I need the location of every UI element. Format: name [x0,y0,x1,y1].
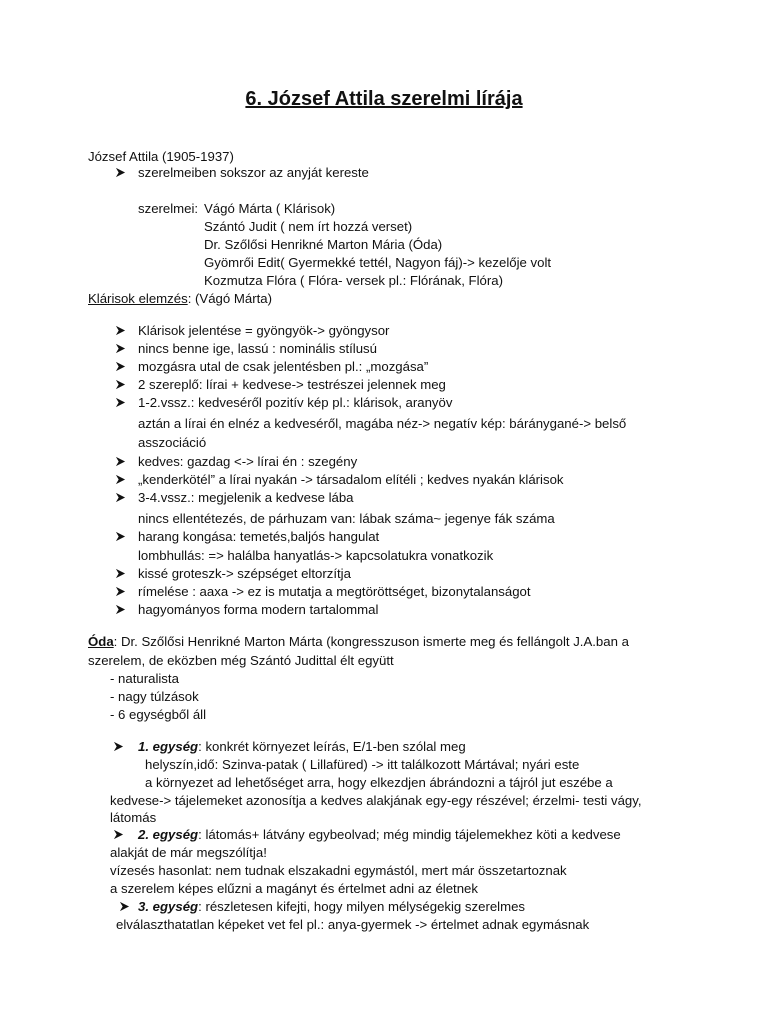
love-item: Vágó Márta ( Klárisok) [204,201,336,216]
arrow-bullet-icon [115,474,126,485]
paragraph-text: a környezet ad lehetőséget arra, hogy elkezdjen ábrándozni a tájról jut eszébe a [145,775,613,790]
page-title: 6. József Attila szerelmi lírája [245,88,523,110]
dash-item: - 6 egységből áll [110,707,207,722]
bullet-text: mozgásra utal de csak jelentésben pl.: „mozgása” [138,359,429,374]
unit-line [138,898,525,915]
arrow-bullet-icon [115,568,126,579]
bullet-text: rímelése : aaxa -> ez is mutatja a megtöröttséget, bizonytalanságot [138,584,531,599]
arrow-bullet-icon [115,531,126,542]
paragraph-text: alakját de már megszólítja! [110,845,267,860]
unit-line [138,738,466,755]
bullet-text: kedves: gazdag <-> lírai én : szegény [138,454,358,469]
section-heading-oda [88,633,629,650]
arrow-bullet-icon [119,901,130,912]
dash-item: - nagy túlzások [110,689,199,704]
paragraph-text: vízesés hasonlat: nem tudnak elszakadni egymástól, mert már összetartoznak [110,863,567,878]
bullet-text: nincs benne ige, lassú : nominális stílusú [138,341,377,356]
unit-label: 3. egység [138,899,199,914]
arrow-bullet-icon [115,586,126,597]
bullet-text: harang kongása: temetés,baljós hangulat [138,529,380,544]
arrow-bullet-icon [115,397,126,408]
bullet-text: Klárisok jelentése = gyöngyök-> gyöngysor [138,323,390,338]
bullet-text: 3-4.vssz.: megjelenik a kedvese lába [138,490,354,505]
arrow-bullet-icon [115,325,126,336]
dash-item: - naturalista [110,671,179,686]
arrow-bullet-icon [115,379,126,390]
paragraph-text: helyszín,idő: Szinva-patak ( Lillafüred) -> itt találkozott Mártával; nyári este [145,757,580,772]
section-heading-klarisok [88,290,272,307]
unit-label: 2. egység [138,827,199,842]
unit-label: 1. egység [138,739,199,754]
paragraph-text: nincs ellentétezés, de párhuzam van: lábak száma~ jegenye fák száma [138,511,555,526]
paragraph-text: kedvese-> tájelemeket azonosítja a kedves alakjának egy-egy részével; érzelmi- testi vágy, [110,793,642,808]
heading-label: Óda [88,634,114,649]
unit-text: : látomás+ látvány egybeolvad; még mindig tájelemekhez köti a kedvese [198,827,621,842]
arrow-bullet-icon [115,604,126,615]
loves-label: szerelmei: [138,201,199,216]
paragraph-text: elválaszthatatlan képeket vet fel pl.: anya-gyermek -> értelmet adnak egymásnak [116,917,590,932]
heading-rest: : (Vágó Márta) [187,291,272,306]
paragraph-text: szerelem, de eközben még Szántó Judittal élt együtt [88,653,394,668]
heading-label: Klárisok elemzés [88,291,188,306]
love-item: Szántó Judit ( nem írt hozzá verset) [204,219,413,234]
love-item: Dr. Szőlősi Henrikné Marton Mária (Óda) [204,237,443,252]
intro-header: József Attila (1905-1937) [88,149,234,164]
bullet-text: 1-2.vssz.: kedveséről pozitív kép pl.: klárisok, aranyöv [138,395,453,410]
arrow-bullet-icon [115,343,126,354]
paragraph-text: aztán a lírai én elnéz a kedveséről, magába néz-> negatív kép: báránygané-> belső [138,416,627,431]
bullet-text: hagyományos forma modern tartalommal [138,602,379,617]
paragraph-text: asszociáció [138,435,207,450]
unit-text: : részletesen kifejti, hogy milyen mélységekig szerelmes [198,899,526,914]
paragraph-text: látomás [110,810,157,825]
bullet-text: 2 szereplő: lírai + kedvese-> testrészei jelennek meg [138,377,446,392]
arrow-bullet-icon [115,456,126,467]
unit-text: : konkrét környezet leírás, E/1-ben szólal meg [198,739,466,754]
paragraph-text: a szerelem képes elűzni a magányt és értelmet adni az életnek [110,881,478,896]
heading-rest: : Dr. Szőlősi Henrikné Marton Márta (kongresszuson ismerte meg és fellángolt J.A.ban a [113,634,629,649]
arrow-bullet-icon [113,741,124,752]
arrow-bullet-icon [115,167,126,178]
bullet-text: kissé groteszk-> szépséget eltorzítja [138,566,351,581]
arrow-bullet-icon [115,361,126,372]
arrow-bullet-icon [115,492,126,503]
unit-line [138,826,621,843]
arrow-bullet-icon [113,829,124,840]
love-item: Kozmutza Flóra ( Flóra- versek pl.: Flórának, Flóra) [204,273,503,288]
bullet-text: szerelmeiben sokszor az anyját kereste [138,165,369,180]
bullet-text: „kenderkötél” a lírai nyakán -> társadalom elítéli ; kedves nyakán klárisok [138,472,564,487]
love-item: Gyömrői Edit( Gyermekké tettél, Nagyon fáj)-> kezelője volt [204,255,552,270]
paragraph-text: lombhullás: => halálba hanyatlás-> kapcsolatukra vonatkozik [138,548,494,563]
